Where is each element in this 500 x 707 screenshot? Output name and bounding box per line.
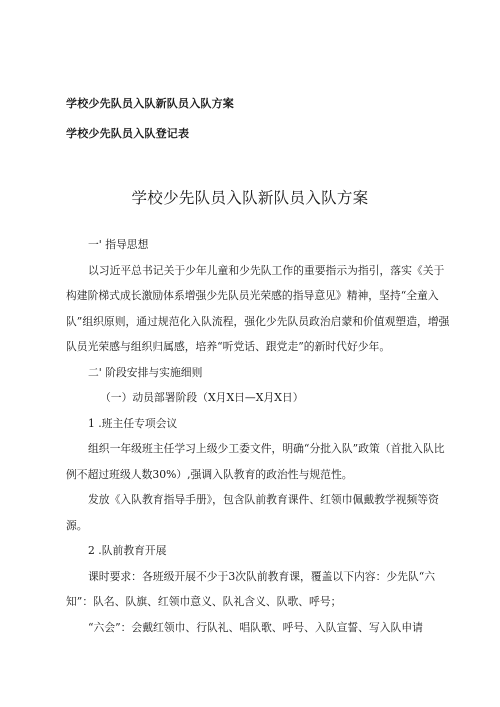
paragraph-six-skills: “六会”：会戴红领巾、行队礼、唱队歌、呼号、入队宣誓、写入队申请 bbox=[88, 620, 423, 634]
subsection-heading-mobilization: （一）动员部署阶段（X月X日—X月X日） bbox=[100, 391, 304, 404]
item-heading-pre-education: 2 .队前教育开展 bbox=[88, 544, 167, 557]
paragraph-guiding-ideology: 以习近平总书记关于少年儿童和少先队工作的重要指示为指引，落实《关于构建阶梯式成长激励体系增强少先队员光荣感的指导意见》精神，坚持“全童入队”组织原则，通过规范化入队流程，强化少先队员政治启蒙和价值观塑造，增强队员光荣感与组织归属感，培养“听党话、跟党走”的新时代好少年。 bbox=[66, 263, 450, 353]
paragraph-teacher-meeting: 组织一年级班主任学习上级少工委文件，明确“分批入队”政策（首批入队比例不超过班级人数30%）,强调入队教育的政治性与规范性。 bbox=[66, 442, 445, 481]
paragraph-handbook: 发放《入队教育指导手册》，包含队前教育课件、红领巾佩戴教学视频等资源。 bbox=[66, 493, 439, 532]
section-heading-stage-arrangement: 二' 阶段安排与实施细则 bbox=[88, 365, 203, 379]
document-body bbox=[66, 232, 450, 640]
page-title: 学校少先队员入队新队员入队方案 bbox=[131, 189, 369, 207]
section-heading-guiding-ideology: 一' 指导思想 bbox=[88, 238, 149, 251]
header-form-title: 学校少先队员入队登记表 bbox=[66, 127, 190, 140]
header-doc-title: 学校少先队员入队新队员入队方案 bbox=[66, 97, 234, 110]
paragraph-class-hours: 课时要求：各班级开展不少于3次队前教育课，覆盖以下内容：少先队“六知”：队名、队旗、红领巾意义、队礼含义、队歌、呼号； bbox=[66, 569, 436, 608]
item-heading-teacher-meeting: 1 .班主任专项会议 bbox=[88, 416, 178, 430]
